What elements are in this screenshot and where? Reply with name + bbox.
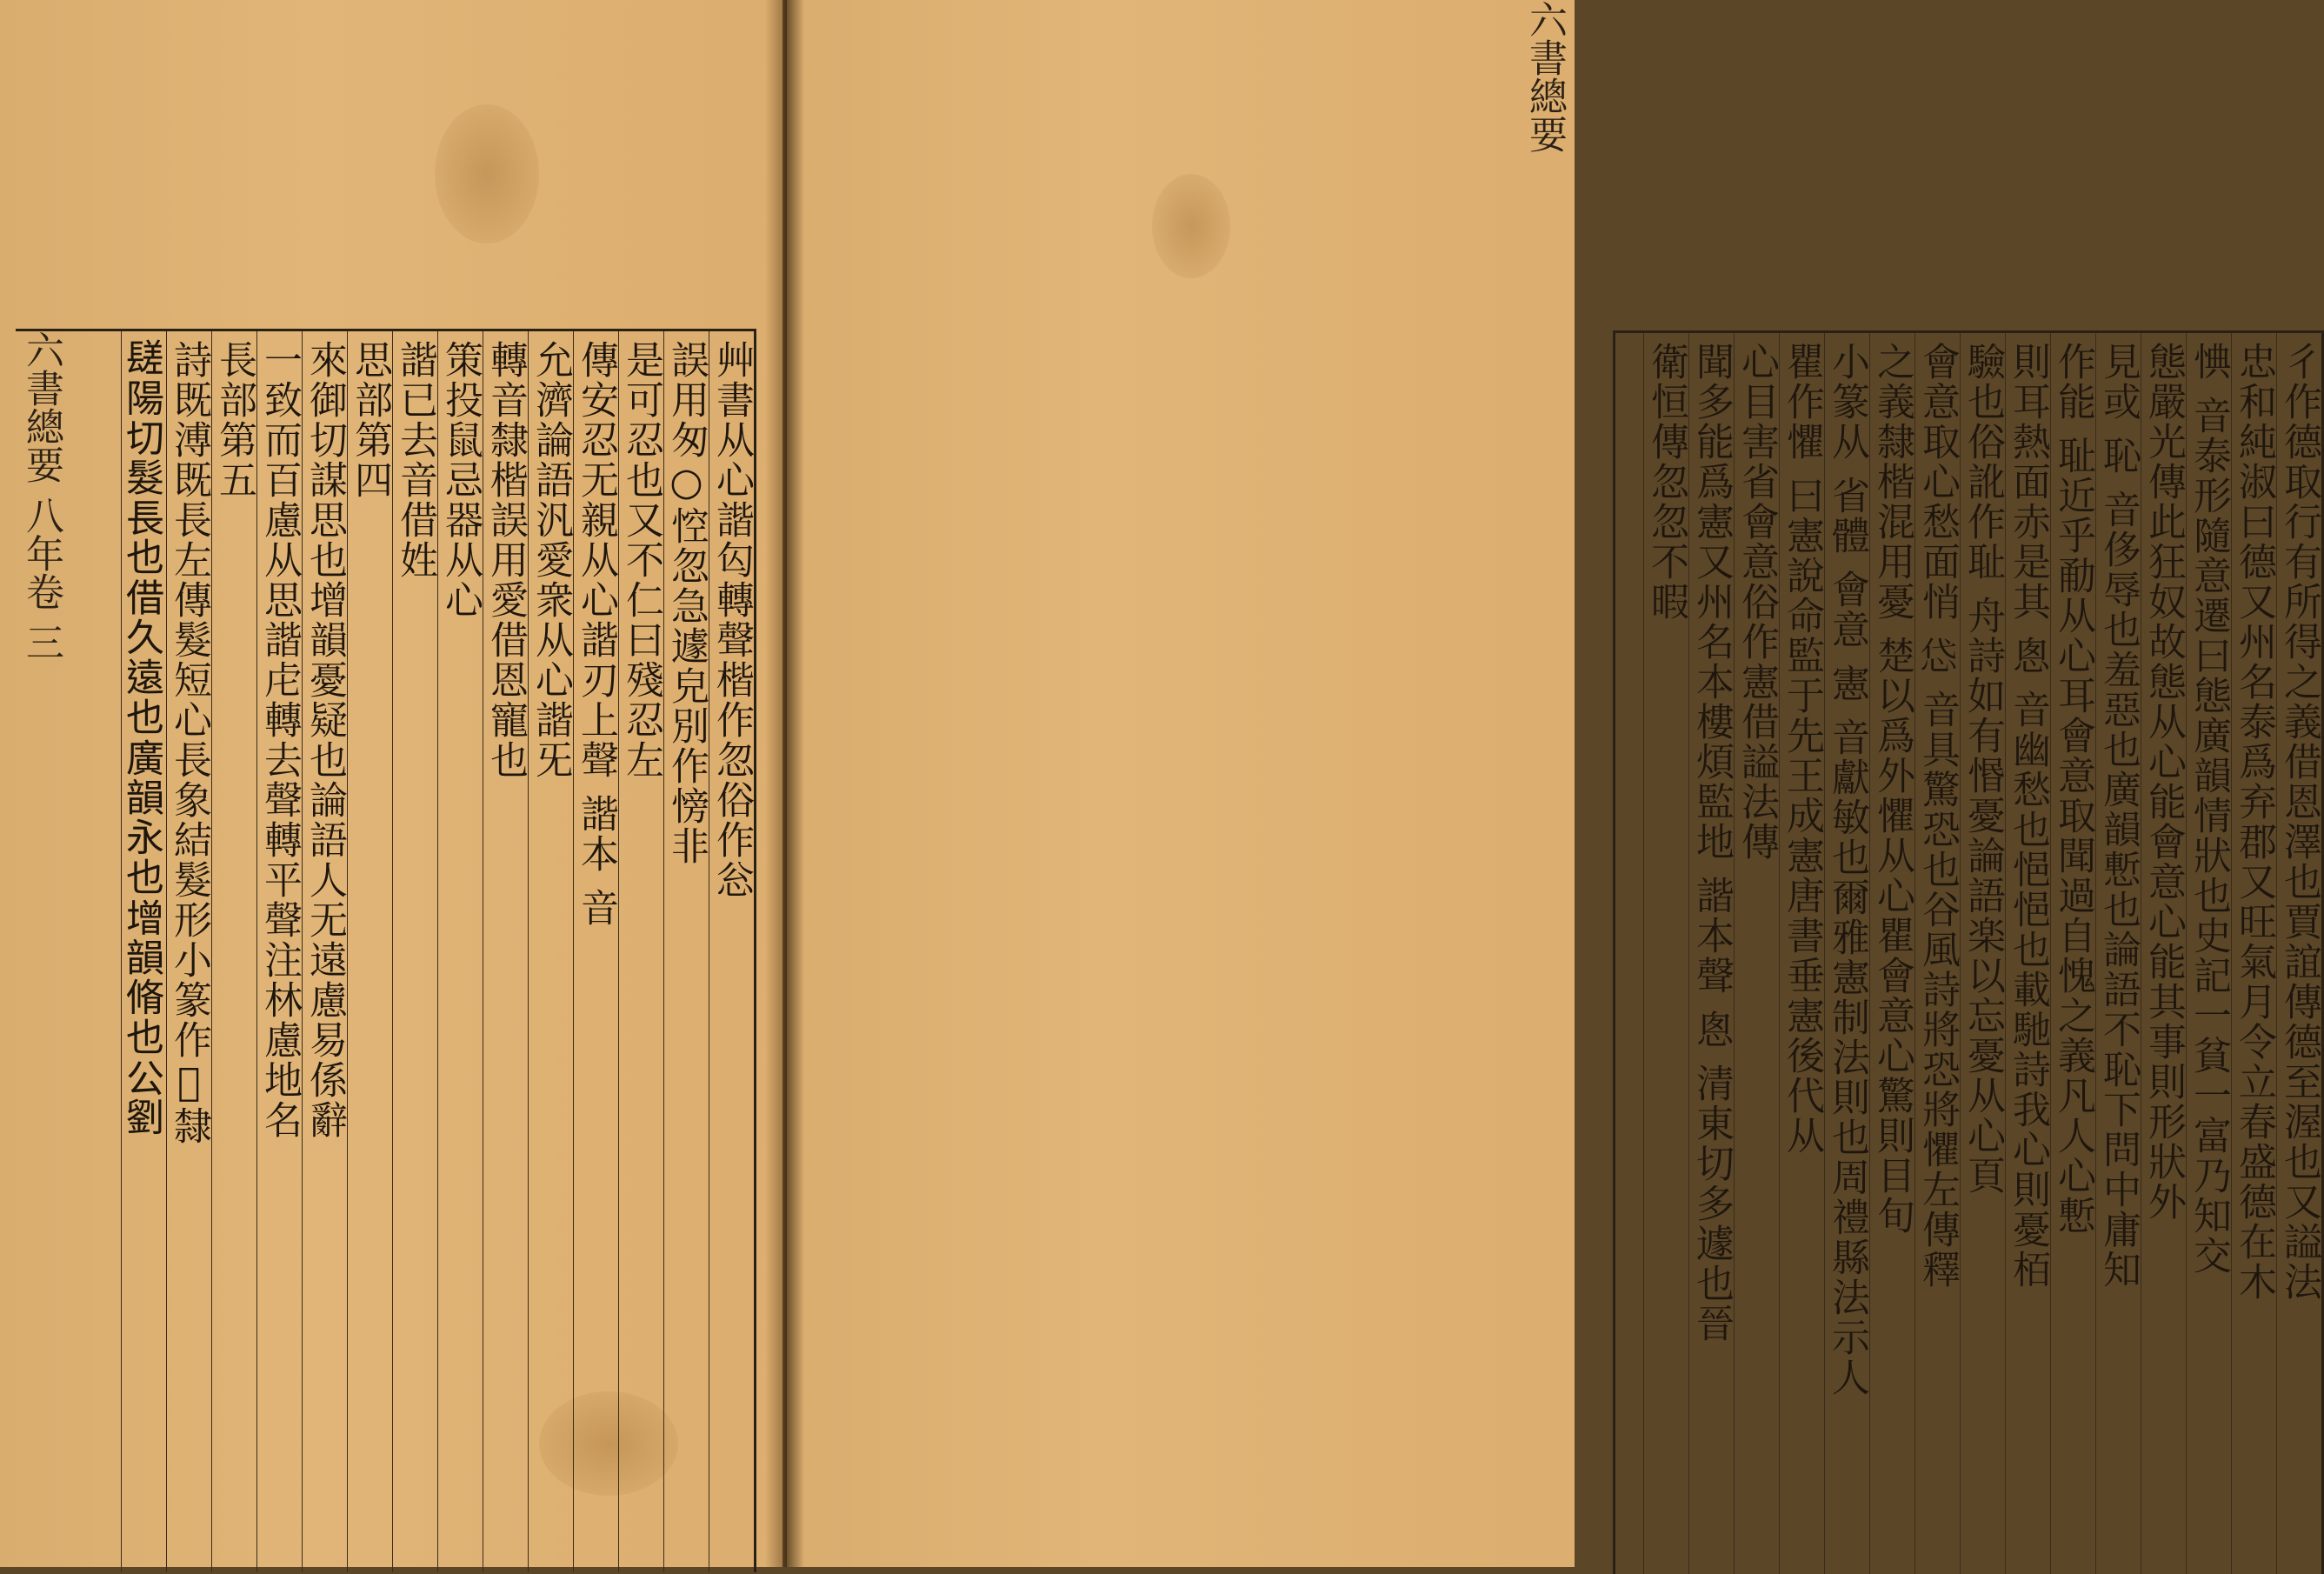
right-columns xyxy=(1615,333,2321,1574)
right-text-frame xyxy=(1613,330,2324,1574)
text-column: 態嚴光傳此狂奴故態从心能會意心能其事則形狀外 xyxy=(2141,333,2186,1574)
text-column: 轉音隸楷誤用愛借恩寵也 xyxy=(483,331,528,1572)
running-head: 六書總要 xyxy=(1522,0,1567,153)
text-column: 一致而百慮从思諧虍轉去聲轉平聲注林慮地名 xyxy=(256,331,302,1572)
text-column: 會意取心愁面悄 𢘋 音具驚恐也谷風詩將恐將懼左傳釋 xyxy=(1914,333,1960,1574)
left-columns xyxy=(16,331,754,1572)
text-column: 策投鼠忌器从心 xyxy=(437,331,483,1572)
text-column: 允濟論語汎愛衆从心諧旡 xyxy=(528,331,573,1572)
text-column: 傳安忍无親从心諧刃上聲 諧本 音 xyxy=(573,331,618,1572)
margin-title: 六書總要 八年卷 三 xyxy=(19,330,63,661)
text-column: 𨲠陽切髮長也借久遠也廣韻永也增韻脩也公劉 xyxy=(121,331,166,1572)
text-column: 見或 恥 音侈辱也羞惡也廣韻慙也論語不恥下問中庸知 xyxy=(2095,333,2141,1574)
stain xyxy=(435,104,539,243)
section-heading: 思部第四 xyxy=(347,331,392,1572)
text-column: 彳作德取行有所得之義借恩澤也賈誼傳德至渥也又謚法 xyxy=(2276,333,2321,1574)
section-heading: 長部第五 xyxy=(211,331,256,1572)
text-column: 作能 耻近乎勈从心耳會意取聞過自愧之義凡人心慙 xyxy=(2050,333,2095,1574)
text-column: 忠和純淑曰德又州名泰爲弃郡又旺氣月令立春盛德在木 xyxy=(2231,333,2276,1574)
text-column: 是可忍也又不仁曰殘忍左 xyxy=(618,331,663,1572)
book-gutter xyxy=(765,0,804,1567)
text-column: 心目害省會意俗作憲借謚法傳 xyxy=(1734,333,1779,1574)
text-column: 之義隸楷混用憂 楚以爲外懼从心瞿會意心驚則目旬 xyxy=(1869,333,1914,1574)
right-page xyxy=(787,0,2321,1567)
text-column: 驗也俗訛作耻 舟詩如有惽憂論語楽以忘憂从心頁 xyxy=(1960,333,2005,1574)
left-page xyxy=(0,0,782,1567)
text-column: 則耳熱面赤是其 悤 音幽愁也悒悒也載馳詩我心則憂栢 xyxy=(2005,333,2050,1574)
left-text-frame xyxy=(16,329,756,1572)
text-column: 詩既溥既長左傳髮短心長象結髮形小篆作𨱗隸 xyxy=(166,331,211,1572)
text-column: 諧已去音借姓 xyxy=(392,331,437,1572)
text-column: 來御切謀思也增韻憂疑也論語人无遠慮易係辭 xyxy=(302,331,347,1572)
text-column: 聞多能爲憲又州名本樓煩監地 諧本聲 悤 清東切多遽也晉 xyxy=(1688,333,1734,1574)
text-column: 瞿作懼 曰憲說命監于先王成憲唐書垂憲後代从 xyxy=(1779,333,1824,1574)
text-column: 㥏 音泰形隨意遷曰態廣韻情狀也史記一貧一富乃知交 xyxy=(2186,333,2231,1574)
stain xyxy=(1152,174,1230,278)
text-column: 小篆从 省體 會意 憲 音獻敏也爾雅憲制法則也周禮縣法示人 xyxy=(1824,333,1869,1574)
text-column: 衛恒傳忽忽不暇 xyxy=(1643,333,1688,1574)
text-column: 艸書从心諧匃轉聲楷作忽俗作忩 xyxy=(709,331,754,1572)
text-column: 誤用匆○悾忽急遽皃別作㥬非 xyxy=(663,331,709,1572)
